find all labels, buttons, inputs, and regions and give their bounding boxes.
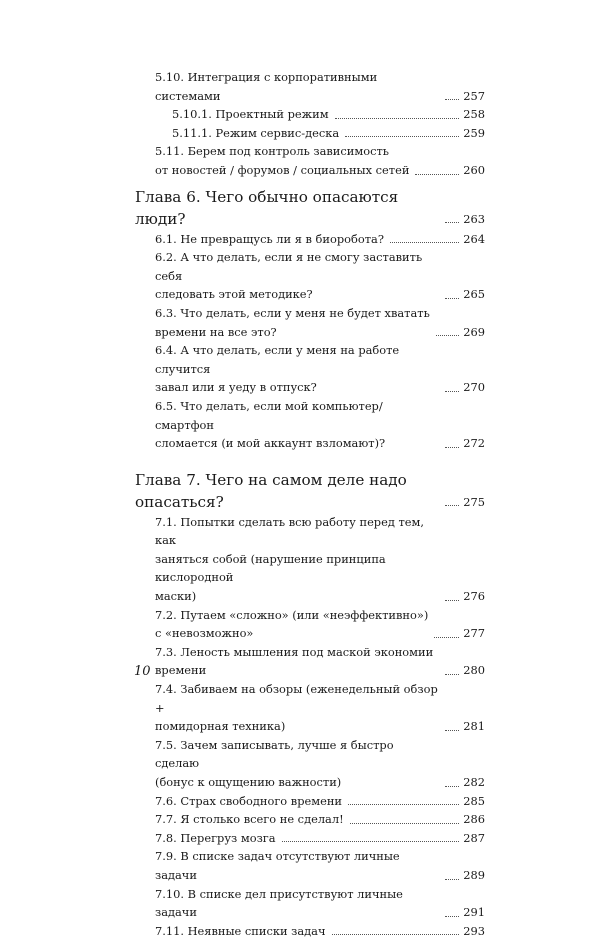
toc-line: 6.3. Что делать, если у меня не будет хватать	[155, 305, 430, 320]
toc-entry-label	[155, 397, 439, 453]
toc-entry	[135, 513, 485, 606]
dot-leader	[445, 222, 459, 223]
dot-leader	[332, 934, 460, 935]
toc-entry-label	[155, 304, 430, 341]
toc-entry-label	[155, 792, 342, 811]
dot-leader	[445, 505, 459, 506]
toc-line: с «невозможно»	[155, 626, 254, 641]
toc-entry	[135, 304, 485, 341]
toc-chapter-6	[135, 186, 485, 230]
dot-leader	[436, 335, 459, 336]
toc-line: 7.7. Я столько всего не сделал!	[155, 812, 344, 827]
toc-line: заняться собой (нарушение принципа кислородной	[155, 551, 386, 585]
toc-entry-label	[155, 922, 326, 940]
toc-line: 5.11. Берем под контроль зависимость	[155, 144, 389, 159]
toc-line: 6.1. Не превращусь ли я в биоробота?	[155, 231, 384, 246]
toc-entry-page: 286	[463, 812, 485, 827]
dot-leader	[434, 637, 459, 638]
toc-entry-page: 260	[463, 162, 485, 177]
dot-leader	[445, 916, 459, 917]
toc-entry-page: 263	[463, 211, 485, 226]
toc-entry-page: 282	[463, 775, 485, 789]
toc-entry	[135, 230, 485, 249]
toc-entry	[135, 792, 485, 811]
toc-line: 6.4. А что делать, если у меня на работе случится	[155, 343, 400, 376]
toc-line: сломается (и мой аккаунт взломают)?	[155, 436, 386, 451]
toc-entry-page: 289	[463, 867, 485, 882]
toc-line: 7.4. Забиваем на обзоры (еженедельный обзор +	[155, 682, 438, 715]
toc-entry-label	[155, 341, 439, 397]
toc-entry-label	[155, 230, 384, 249]
toc-entry-label	[155, 847, 439, 884]
table-of-contents	[135, 68, 485, 940]
chapter-7-items	[135, 513, 485, 940]
toc-entry-page: 269	[463, 324, 485, 339]
toc-entry	[135, 922, 485, 940]
toc-entry-page: 275	[463, 494, 485, 509]
toc-line: 7.2. Путаем «сложно» (или «неэффективно»)	[155, 607, 429, 622]
toc-entry-page: 257	[463, 88, 485, 103]
dot-leader	[282, 841, 460, 842]
toc-entry-page: 258	[463, 107, 485, 122]
toc-entry-label: 5.10. Интеграция с корпоративными системами	[155, 70, 378, 103]
toc-entry	[135, 606, 485, 643]
toc-line: завал или я уеду в отпуск?	[155, 380, 317, 395]
toc-entry	[135, 397, 485, 453]
toc-entry	[135, 341, 485, 397]
toc-entry	[135, 643, 485, 680]
toc-line: 7.5. Зачем записывать, лучше я быстро сделаю	[155, 737, 394, 771]
toc-chapter-7	[135, 469, 485, 513]
dot-leader	[345, 136, 459, 137]
toc-entry-label	[155, 513, 439, 606]
chapter-title: Глава 7. Чего на самом деле надо опасаться?	[135, 470, 407, 511]
toc-entry-label: 5.10.1. Проектный режим	[172, 107, 329, 122]
dot-leader	[348, 804, 459, 805]
dot-leader	[445, 391, 459, 392]
toc-line: помидорная техника)	[155, 719, 286, 734]
toc-line: 7.9. В списке задач отсутствуют личные задачи	[155, 849, 400, 882]
toc-entry-5-11-1	[135, 124, 485, 143]
dot-leader	[350, 823, 460, 824]
toc-entry-page: 277	[463, 626, 485, 641]
toc-line: 7.10. В списке дел присутствуют личные задачи	[155, 886, 403, 920]
chapter-title: Глава 6. Чего обычно опасаются люди?	[135, 187, 399, 228]
dot-leader	[445, 730, 459, 731]
dot-leader	[445, 298, 459, 299]
toc-line: 6.2. А что делать, если я не смогу заставить себя	[155, 250, 423, 283]
dot-leader	[445, 879, 459, 880]
toc-entry-label	[155, 248, 439, 304]
toc-line: 7.3. Леность мышления под маской экономии времени	[155, 644, 434, 678]
toc-entry-label	[155, 885, 439, 922]
toc-line: от новостей / форумов / социальных сетей	[155, 162, 410, 177]
toc-entry-page: 293	[463, 923, 485, 938]
toc-entry-page: 287	[463, 830, 485, 845]
toc-line: 7.1. Попытки сделать всю работу перед тем, как	[155, 514, 424, 548]
toc-line: следовать этой методике?	[155, 287, 313, 302]
toc-entry-label: 5.11.1. Режим сервис-деска	[172, 125, 340, 140]
toc-entry	[135, 680, 485, 736]
toc-entry	[135, 847, 485, 884]
dot-leader	[445, 447, 459, 448]
dot-leader	[415, 174, 459, 175]
toc-entry-label	[155, 680, 439, 736]
dot-leader	[445, 600, 459, 601]
toc-entry-5-10	[135, 68, 485, 105]
toc-entry-page: 281	[463, 719, 485, 734]
toc-entry	[135, 885, 485, 922]
toc-entry-label	[155, 606, 428, 643]
toc-line: 7.11. Неявные списки задач	[155, 923, 326, 938]
toc-entry	[135, 810, 485, 829]
dot-leader	[445, 786, 459, 787]
toc-entry	[135, 736, 485, 792]
toc-entry-label	[155, 829, 276, 848]
toc-entry-label	[155, 736, 439, 792]
toc-line: 6.5. Что делать, если мой компьютер/смартфон	[155, 398, 383, 432]
toc-entry-page: 265	[463, 287, 485, 302]
toc-entry-page: 270	[463, 380, 485, 395]
dot-leader	[445, 99, 459, 100]
page-number: 10	[134, 664, 151, 679]
toc-entry-page: 285	[463, 793, 485, 808]
dot-leader	[445, 674, 459, 675]
toc-entry-label	[155, 142, 409, 179]
toc-entry	[135, 248, 485, 304]
toc-entry-page: 259	[463, 125, 485, 140]
toc-line: 7.6. Страх свободного времени	[155, 793, 343, 808]
dot-leader	[335, 118, 460, 119]
toc-entry-label	[155, 810, 344, 829]
toc-line: маски)	[155, 589, 197, 604]
toc-entry-page: 276	[463, 589, 485, 604]
toc-line: 7.8. Перегруз мозга	[155, 830, 276, 845]
chapter-6-items	[135, 230, 485, 453]
toc-entry-5-11	[135, 142, 485, 179]
toc-entry-label	[155, 643, 439, 680]
toc-entry-page: 291	[463, 905, 485, 920]
toc-entry-page: 264	[463, 231, 485, 246]
toc-entry-page: 280	[463, 663, 485, 678]
toc-line: (бонус к ощущению важности)	[155, 775, 342, 789]
toc-line: времени на все это?	[155, 324, 277, 339]
dot-leader	[390, 242, 459, 243]
toc-entry	[135, 829, 485, 848]
toc-entry-page: 272	[463, 436, 485, 451]
toc-entry-5-10-1	[135, 105, 485, 124]
